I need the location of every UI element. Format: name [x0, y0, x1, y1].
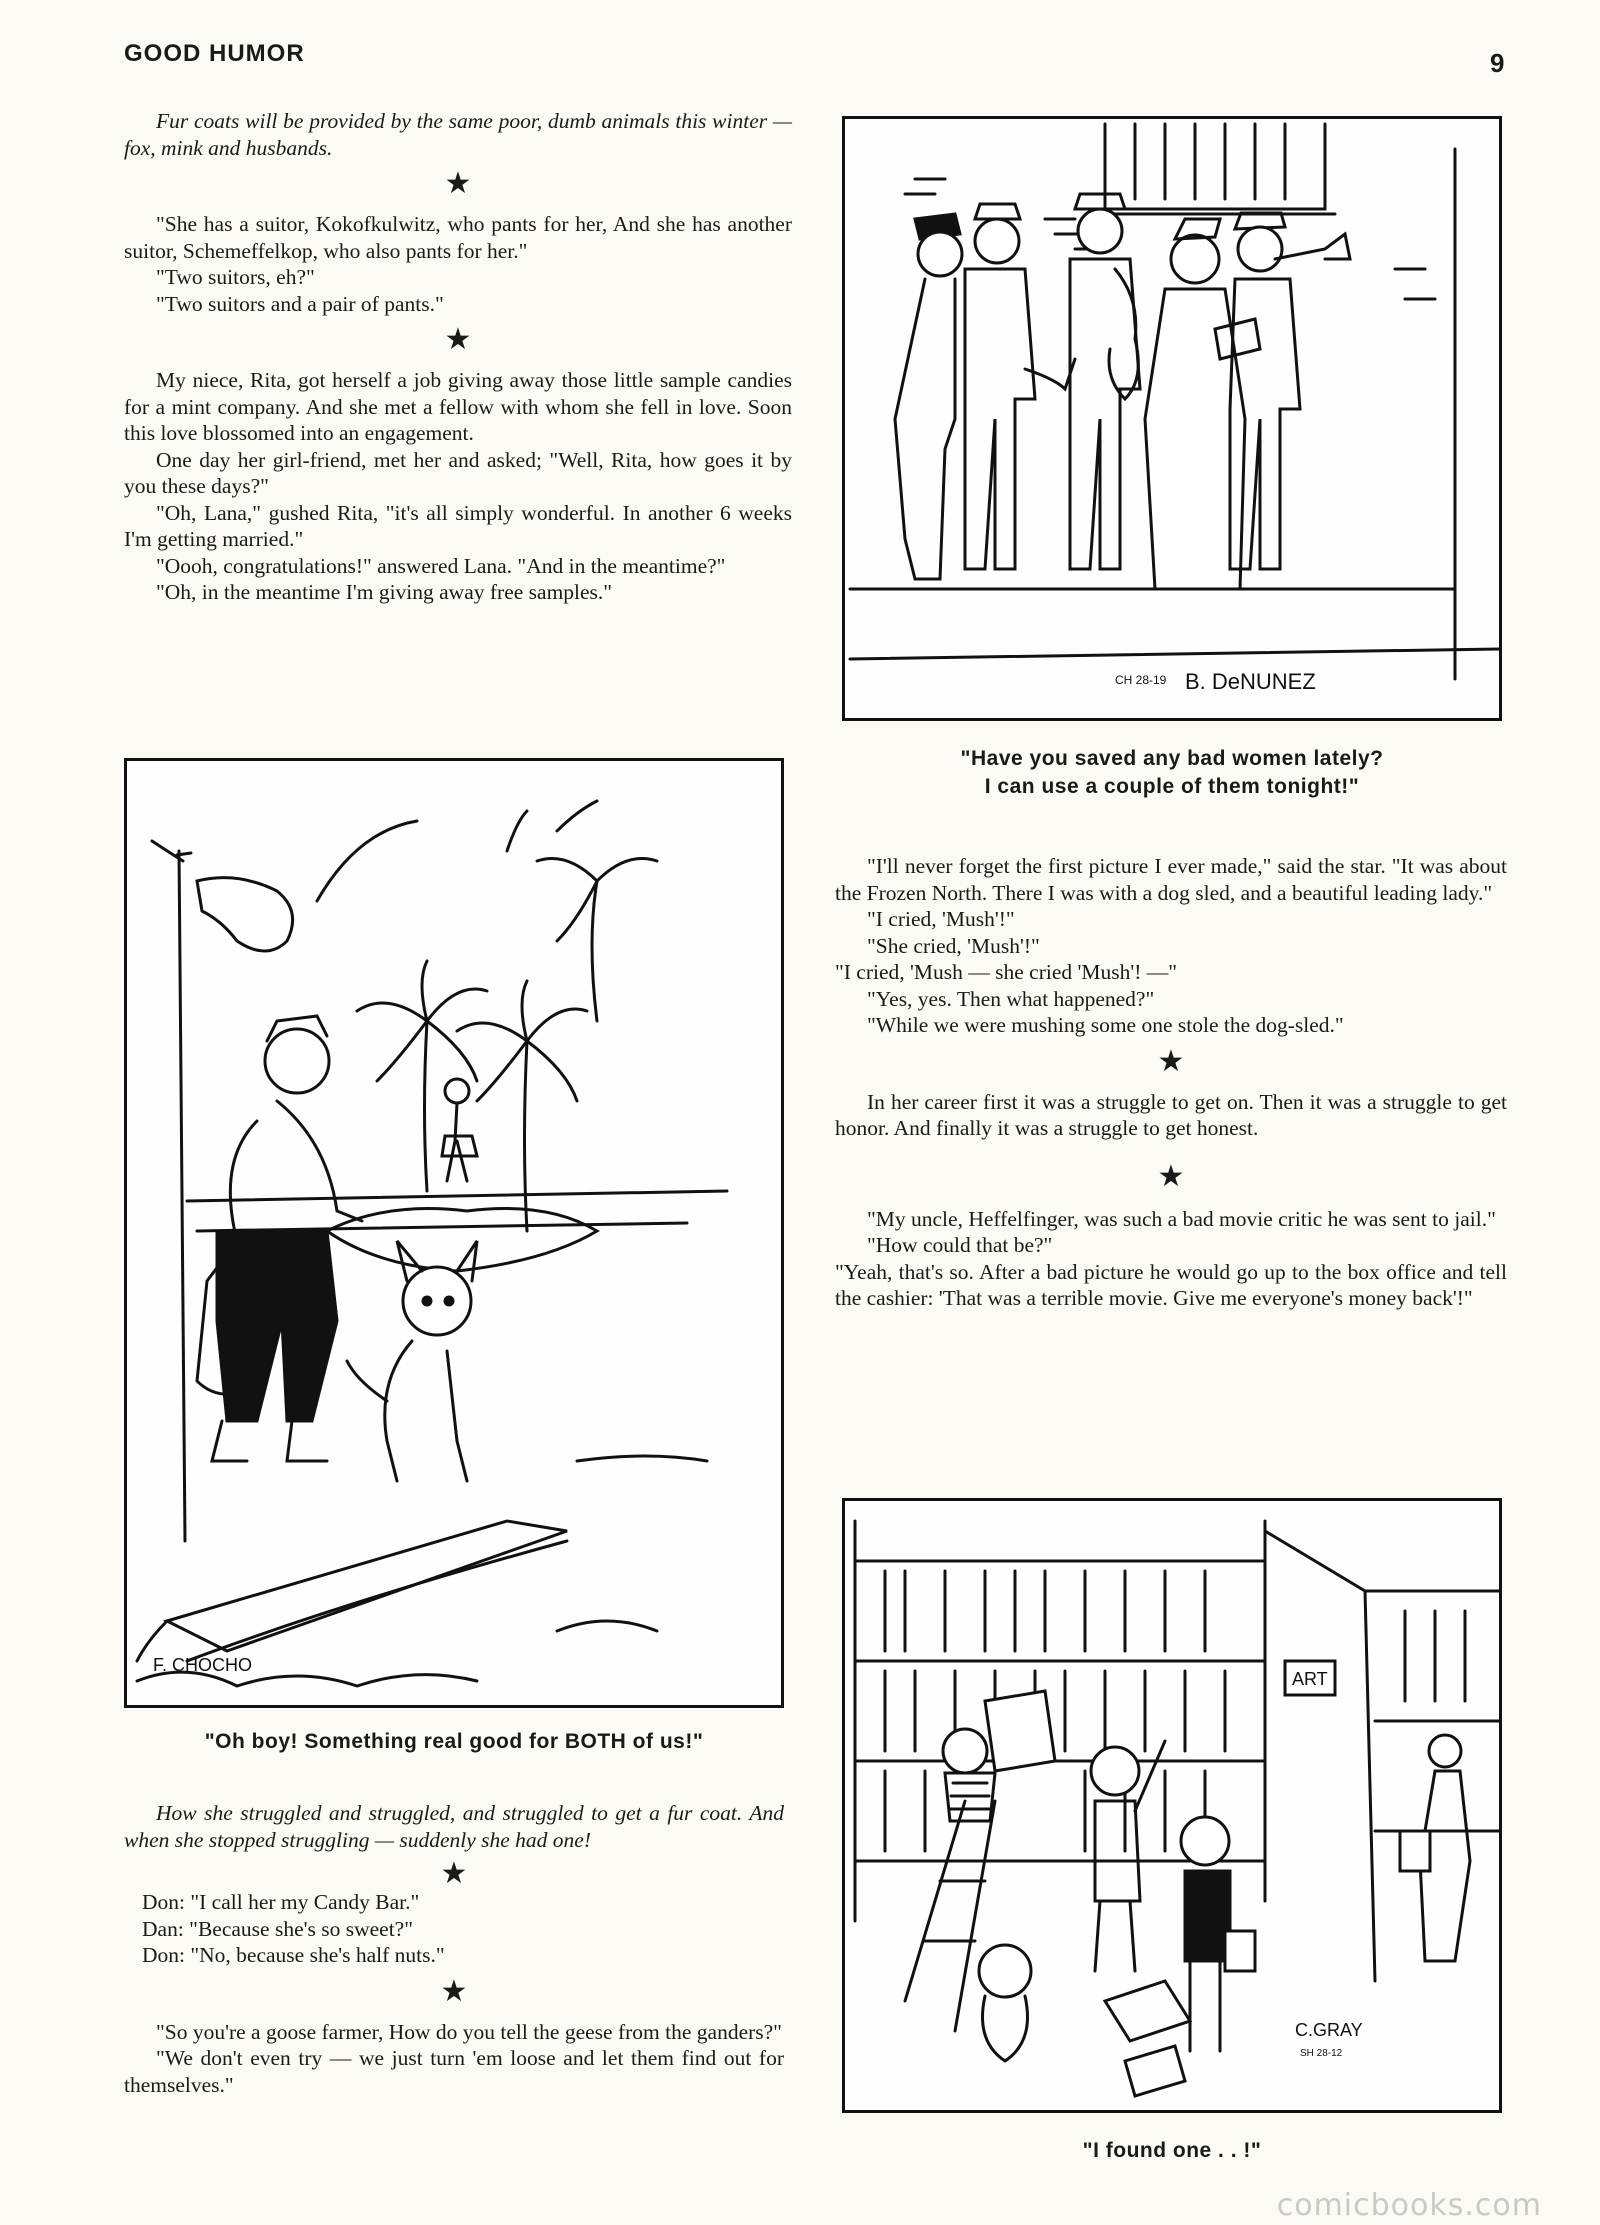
- joke-struggle: How she struggled and struggled, and struggled to get a fur coat. And when she stopped struggling — suddenly she had one!: [124, 1801, 784, 1852]
- cartoon-band-caption-line: "Have you saved any bad women lately?: [960, 747, 1384, 770]
- story-mush-line: "She cried, 'Mush'!": [867, 933, 1040, 958]
- separator-star: ★: [1157, 1158, 1185, 1194]
- cartoon-library-panel: [842, 1498, 1502, 2113]
- joke-suitors-line: "Two suitors, eh?": [156, 265, 315, 289]
- cartoon-island-signature: F. CHOCHO: [153, 1655, 252, 1675]
- page-number: 9: [1490, 48, 1505, 78]
- separator-star: ★: [444, 322, 472, 357]
- magazine-title: GOOD HUMOR: [124, 40, 305, 67]
- story-rita-line: "Oh, Lana," gushed Rita, "it's all simply wonderful. In another 6 weeks I'm getting married.": [124, 500, 792, 551]
- cartoon-band-caption-line: I can use a couple of them tonight!": [984, 775, 1360, 798]
- story-mush-line: "I cried, 'Mush'!": [867, 907, 1015, 931]
- joke-goose-line: "So you're a goose farmer, How do you tell the geese from the ganders?": [156, 2019, 782, 2044]
- cartoon-library-caption: "I found one . . !": [1082, 2139, 1262, 2162]
- cartoon-library-code: SH 28-12: [1300, 2048, 1343, 2059]
- cartoon-band-code: CH 28-19: [1115, 673, 1167, 687]
- cartoon-library-drawing: [845, 1501, 1499, 2110]
- joke-candy-line: Dan: "Because she's so sweet?": [142, 1916, 413, 1941]
- story-mush-line: "I cried, 'Mush — she cried 'Mush'! —": [835, 960, 1178, 984]
- story-rita-line: One day her girl-friend, met her and asked; "Well, Rita, how goes it by you these days?": [124, 447, 792, 498]
- joke-critic-line: "Yeah, that's so. After a bad picture he would go up to the box office and tell the cashier: 'That was a terrible movie. Give me everyone's money back'!": [835, 1259, 1507, 1310]
- joke-critic-line: "How could that be?": [867, 1233, 1053, 1257]
- separator-star: ★: [440, 1856, 468, 1891]
- joke-fur-coats: Fur coats will be provided by the same poor, dumb animals this winter — fox, mink and husbands.: [124, 109, 792, 160]
- art-section-sign: ART: [1292, 1669, 1328, 1689]
- story-rita-line: "Oooh, congratulations!" answered Lana. "And in the meantime?": [156, 553, 726, 578]
- story-mush-line: "I'll never forget the first picture I ever made," said the star. "It was about the Frozen North. There I was with a dog sled, and a beautiful leading lady.": [835, 854, 1507, 905]
- separator-star: ★: [444, 166, 472, 201]
- joke-suitors-line: "She has a suitor, Kokofkulwitz, who pants for her, And she has another suitor, Schemeffelkop, who also pants for her.": [124, 212, 792, 263]
- cartoon-band-caption: [842, 745, 1502, 801]
- joke-career: In her career first it was a struggle to get on. Then it was a struggle to get honor. And finally it was a struggle to get honest.: [835, 1089, 1507, 1140]
- joke-candy-line: Don: "No, because she's half nuts.": [142, 1943, 445, 1967]
- story-rita-line: "Oh, in the meantime I'm giving away free samples.": [156, 580, 613, 604]
- cartoon-band-drawing: [845, 119, 1499, 718]
- cartoon-band-panel: [842, 116, 1502, 721]
- joke-goose-line: "We don't even try — we just turn 'em loose and let them find out for themselves.": [124, 2046, 784, 2097]
- left-top-text: [124, 108, 792, 606]
- watermark: comicbooks.com: [1276, 2188, 1542, 2223]
- cartoon-island-caption: "Oh boy! Something real good for BOTH of us!": [204, 1730, 704, 1753]
- cartoon-library-signature: C.GRAY: [1295, 2020, 1363, 2040]
- joke-candy-line: Don: "I call her my Candy Bar.": [142, 1890, 420, 1914]
- separator-star: ★: [440, 1973, 468, 2009]
- left-bottom-text: [124, 1800, 784, 2098]
- joke-critic-line: "My uncle, Heffelfinger, was such a bad movie critic he was sent to jail.": [867, 1206, 1496, 1231]
- cartoon-island-panel: [124, 758, 784, 1708]
- right-middle-text: [835, 853, 1507, 1312]
- story-mush-line: "Yes, yes. Then what happened?": [867, 986, 1155, 1011]
- story-mush-line: "While we were mushing some one stole the dog-sled.": [867, 1013, 1344, 1037]
- cartoon-island-drawing: [127, 761, 781, 1705]
- separator-star: ★: [1157, 1043, 1185, 1079]
- cartoon-band-signature: B. DeNUNEZ: [1185, 669, 1316, 694]
- joke-suitors-line: "Two suitors and a pair of pants.": [156, 291, 444, 316]
- story-rita-line: My niece, Rita, got herself a job giving away those little sample candies for a mint company. And she met a fellow with whom she fell in love. Soon this love blossomed into an engagement.: [124, 368, 792, 445]
